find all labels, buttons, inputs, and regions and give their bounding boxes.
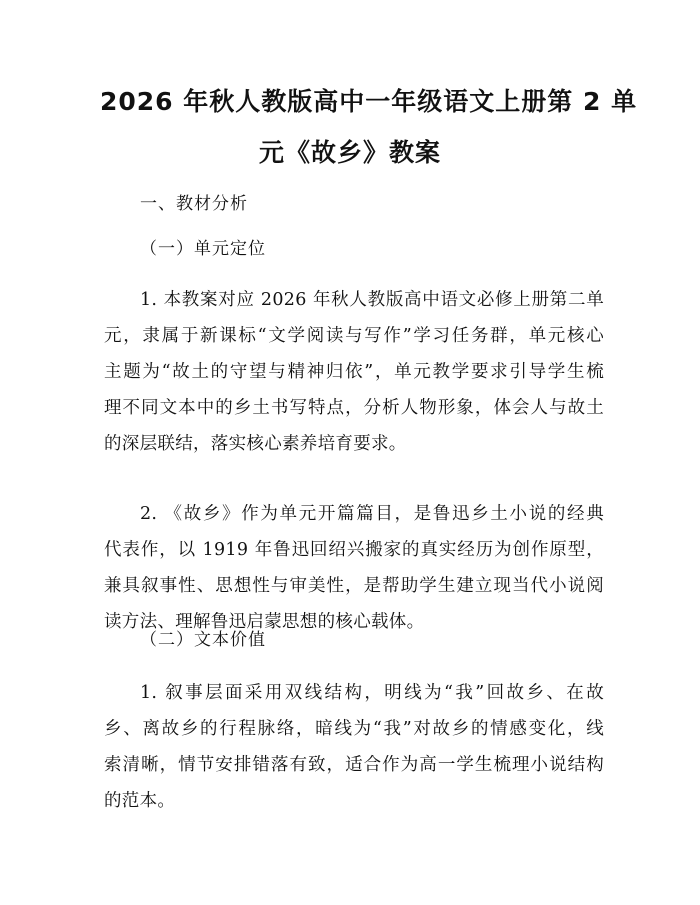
paragraph-line: 乡、离故乡的行程脉络，暗线为“我”对故乡的情感变化，线	[104, 719, 604, 739]
paragraph-line: 理不同文本中的乡土书写特点，分析人物形象，体会人与故土	[104, 398, 604, 418]
document-title-line-2: 元《故乡》教案	[258, 138, 441, 167]
paragraph-line: 代表作，以 1919 年鲁迅回绍兴搬家的真实经历为创作原型，	[104, 540, 604, 560]
paragraph-line: 读方法、理解鲁迅启蒙思想的核心载体。	[104, 612, 425, 632]
paragraph-line: 兼具叙事性、思想性与审美性，是帮助学生建立现当代小说阅	[104, 576, 604, 596]
paragraph-unit-positioning-1	[104, 282, 604, 462]
paragraph-line: 元，隶属于新课标“文学阅读与写作”学习任务群，单元核心	[104, 326, 604, 346]
subsection-heading-text-value: （二）文本价值	[140, 630, 266, 650]
paragraph-text-value-1	[104, 675, 604, 819]
section-heading-textbook-analysis: 一、教材分析	[140, 194, 248, 214]
paragraph-line: 的范本。	[104, 791, 176, 811]
paragraph-unit-positioning-2	[104, 496, 604, 640]
paragraph-line: 索清晰，情节安排错落有致，适合作为高一学生梳理小说结构	[104, 755, 604, 775]
paragraph-line: 的深层联结，落实核心素养培育要求。	[104, 434, 407, 454]
paragraph-line: 2. 《故乡》作为单元开篇篇目，是鲁迅乡土小说的经典	[140, 504, 604, 524]
subsection-heading-unit-positioning: （一）单元定位	[140, 239, 266, 259]
paragraph-line: 1. 叙事层面采用双线结构，明线为“我”回故乡、在故	[140, 683, 604, 703]
document-title-line-1: 2026 年秋人教版高中一年级语文上册第 2 单	[100, 87, 638, 116]
paragraph-line: 主题为“故土的守望与精神归依”，单元教学要求引导学生梳	[104, 362, 604, 382]
paragraph-line: 1. 本教案对应 2026 年秋人教版高中语文必修上册第二单	[140, 290, 604, 310]
